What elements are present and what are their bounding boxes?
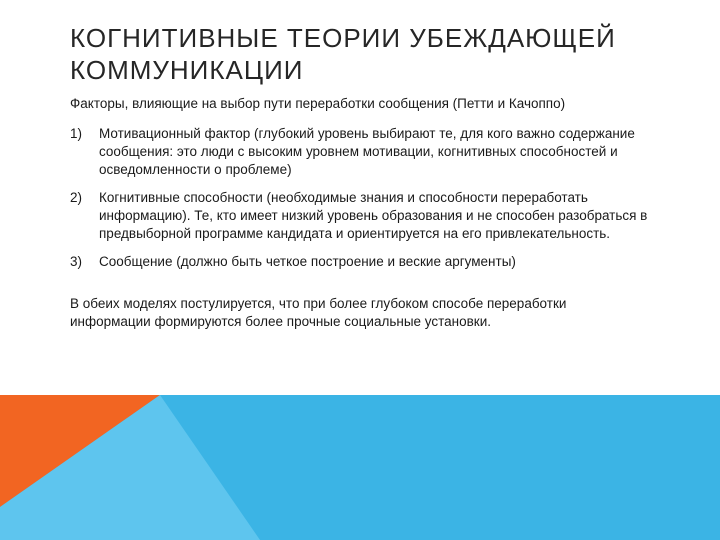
slide-title-line-2: КОММУНИКАЦИИ xyxy=(70,55,304,85)
list-item xyxy=(70,189,650,243)
slide-body xyxy=(70,95,650,331)
list-item-number: 1) xyxy=(70,126,83,141)
list-item xyxy=(70,125,650,179)
list-item-text: Сообщение (должно быть четкое построение и веские аргументы) xyxy=(99,254,516,269)
list-item-number: 2) xyxy=(70,190,83,205)
slide-title-line-1: КОГНИТИВНЫЕ ТЕОРИИ УБЕЖДАЮЩЕЙ xyxy=(70,23,616,53)
factor-list xyxy=(70,125,650,271)
decorative-footer xyxy=(0,395,720,540)
list-item xyxy=(70,253,650,271)
list-item-text: Мотивационный фактор (глубокий уровень выбирают те, для кого важно содержание сообщения: это люди с высоким уровнем мотивации, когнитивных способностей и осведомленности о проблеме) xyxy=(99,126,635,177)
intro-text: Факторы, влияющие на выбор пути переработки сообщения (Петти и Качоппо) xyxy=(70,96,566,111)
list-item-number: 3) xyxy=(70,254,83,269)
conclusion-text: В обеих моделях постулируется, что при более глубоком способе переработки информации формируются более прочные социальные установки. xyxy=(70,296,567,329)
list-item-text: Когнитивные способности (необходимые знания и способности переработать информацию). Те, кто имеет низкий уровень образования и не способен разобраться в предвыборной программе кандидата и ориентируется на его привлекательность. xyxy=(99,190,648,241)
slide-title xyxy=(70,22,690,86)
